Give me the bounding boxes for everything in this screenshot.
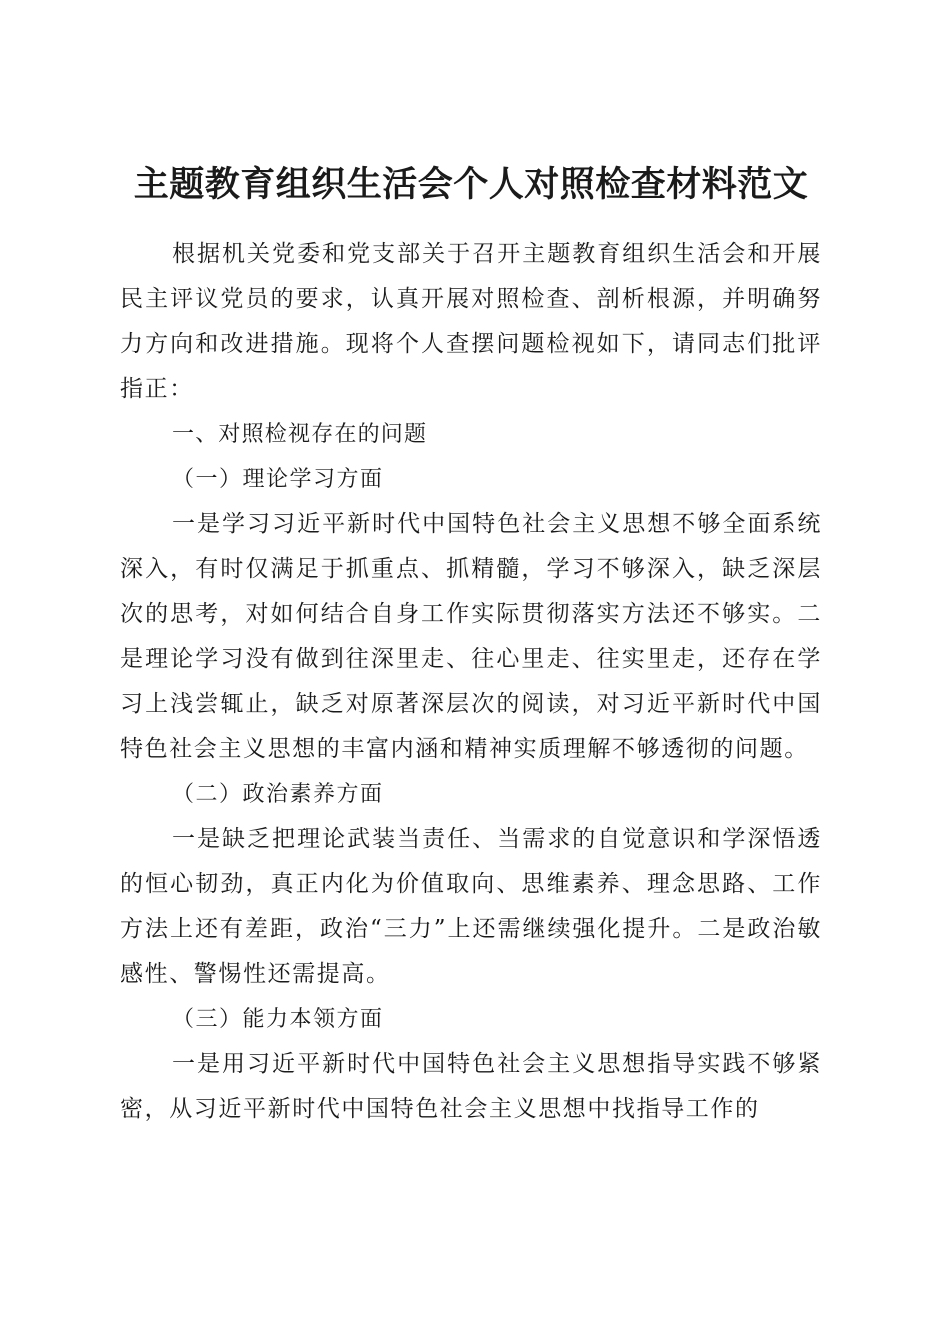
subsection-heading-theory-study: （一）理论学习方面 — [172, 467, 384, 492]
intro-paragraph: 根据机关党委和党支部关于召开主题教育组织生活会和开展民主评议党员的要求，认真开展对照检查、剖析根源，并明确努力方向和改进措施。现将个人查摆问题检视如下，请同志们批评指正： — [120, 241, 822, 402]
political-literacy-paragraph: 一是缺乏把理论武装当责任、当需求的自觉意识和学深悟透的恒心韧劲，真正内化为价值取向、思维素养、理念思路、工作方法上还有差距，政治“三力”上还需继续强化提升。二是政治敏感性、警惕性还需提高。 — [120, 826, 822, 987]
document-body — [120, 232, 822, 1132]
document-title: 主题教育组织生活会个人对照检查材料范文 — [133, 164, 809, 206]
subsection-heading-political-literacy: （二）政治素养方面 — [172, 782, 384, 807]
theory-study-paragraph: 一是学习习近平新时代中国特色社会主义思想不够全面系统深入，有时仅满足于抓重点、抓精髓，学习不够深入，缺乏深层次的思考，对如何结合自身工作实际贯彻落实方法还不够实。二是理论学习没有做到往深里走、往心里走、往实里走，还存在学习上浅尝辄止，缺乏对原著深层次的阅读，对习近平新时代中国特色社会主义思想的丰富内涵和精神实质理解不够透彻的问题。 — [120, 511, 822, 762]
section-heading-problems: 一、对照检视存在的问题 — [172, 422, 428, 447]
subsection-heading-ability: （三）能力本领方面 — [172, 1007, 384, 1032]
ability-paragraph: 一是用习近平新时代中国特色社会主义思想指导实践不够紧密，从习近平新时代中国特色社会主义思想中找指导工作的 — [120, 1051, 822, 1122]
